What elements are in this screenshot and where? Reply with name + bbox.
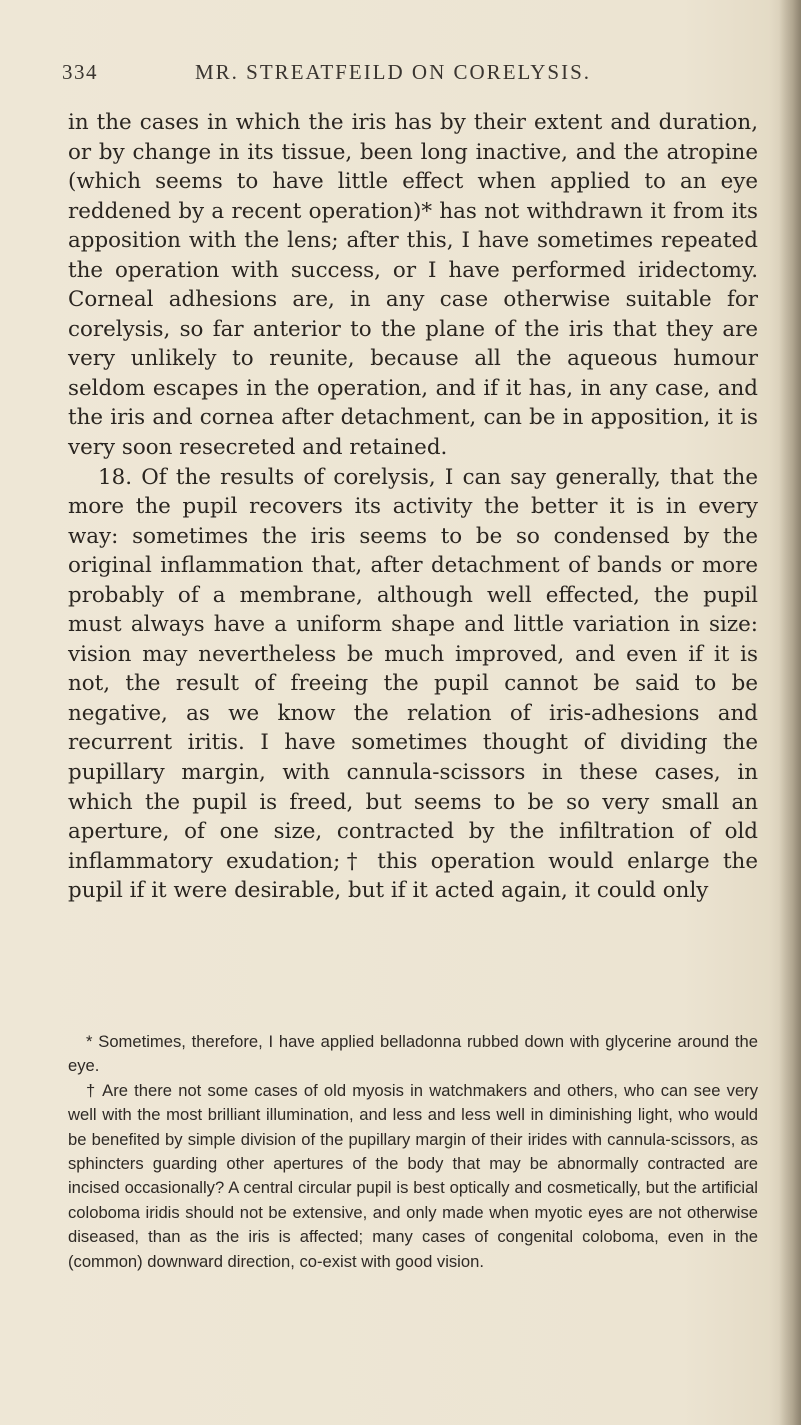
running-title: MR. STREATFEILD ON CORELYSIS.	[195, 60, 592, 84]
footnote-2: † Are there not some cases of old myosis in watchmakers and others, who can see very well with the most brilliant illumination, and less and less well in diminishing light, who would be benefited by simple division of the pupillary margin of their irides with cannula-scissors, as sphincters guarding other apertures of the body that may be abnormally contracted are incised occasionally? A central circular pupil is best optically and cosmetically, but the artificial coloboma iridis should not be extensive, and only made when myotic eyes are not otherwise diseased, than as the iris is affected; many cases of congenital coloboma, even in the (common) downward direction, co-exist with good vision.	[68, 1080, 758, 1271]
page-edge-shadow	[779, 0, 801, 1425]
body-paragraph-1: in the cases in which the iris has by their extent and duration, or by change in its tissue, been long inactive, and the atropine (which seems to have little effect when applied to an eye reddened by a recent operation)* has not withdrawn it from its apposition with the lens; after this, I have sometimes repeated the operation with success, or I have performed iridectomy. Corneal adhesions are, in any case otherwise suitable for corelysis, so far anterior to the plane of the iris that they are very unlikely to reunite, because all the aqueous humour seldom escapes in the operation, and if it has, in any case, and the iris and cornea after detachment, can be in apposition, it is very soon resecreted and retained.	[68, 110, 758, 461]
footnotes	[68, 1030, 758, 1274]
page-number: 334	[62, 60, 98, 84]
page-header	[62, 60, 752, 90]
body-text	[68, 108, 758, 906]
body-paragraph-2: 18. Of the results of corelysis, I can say generally, that the more the pupil recovers its activity the better it is in every way: sometimes the iris seems to be so condensed by the original inflammation that, after detachment of bands or more probably of a membrane, although well effected, the pupil must always have a uniform shape and little variation in size: vision may nevertheless be much improved, and even if it is not, the result of freeing the pupil cannot be said to be negative, as we know the relation of iris-adhesions and recurrent iritis. I have sometimes thought of dividing the pupillary margin, with cannula-scissors in these cases, in which the pupil is freed, but seems to be so very small an aperture, of one size, contracted by the infiltration of old inflammatory exudation;† this operation would enlarge the pupil if it were desirable, but if it acted again, it could only	[68, 464, 758, 904]
footnote-1: * Sometimes, therefore, I have applied belladonna rubbed down with glycerine around the eye.	[68, 1032, 758, 1076]
